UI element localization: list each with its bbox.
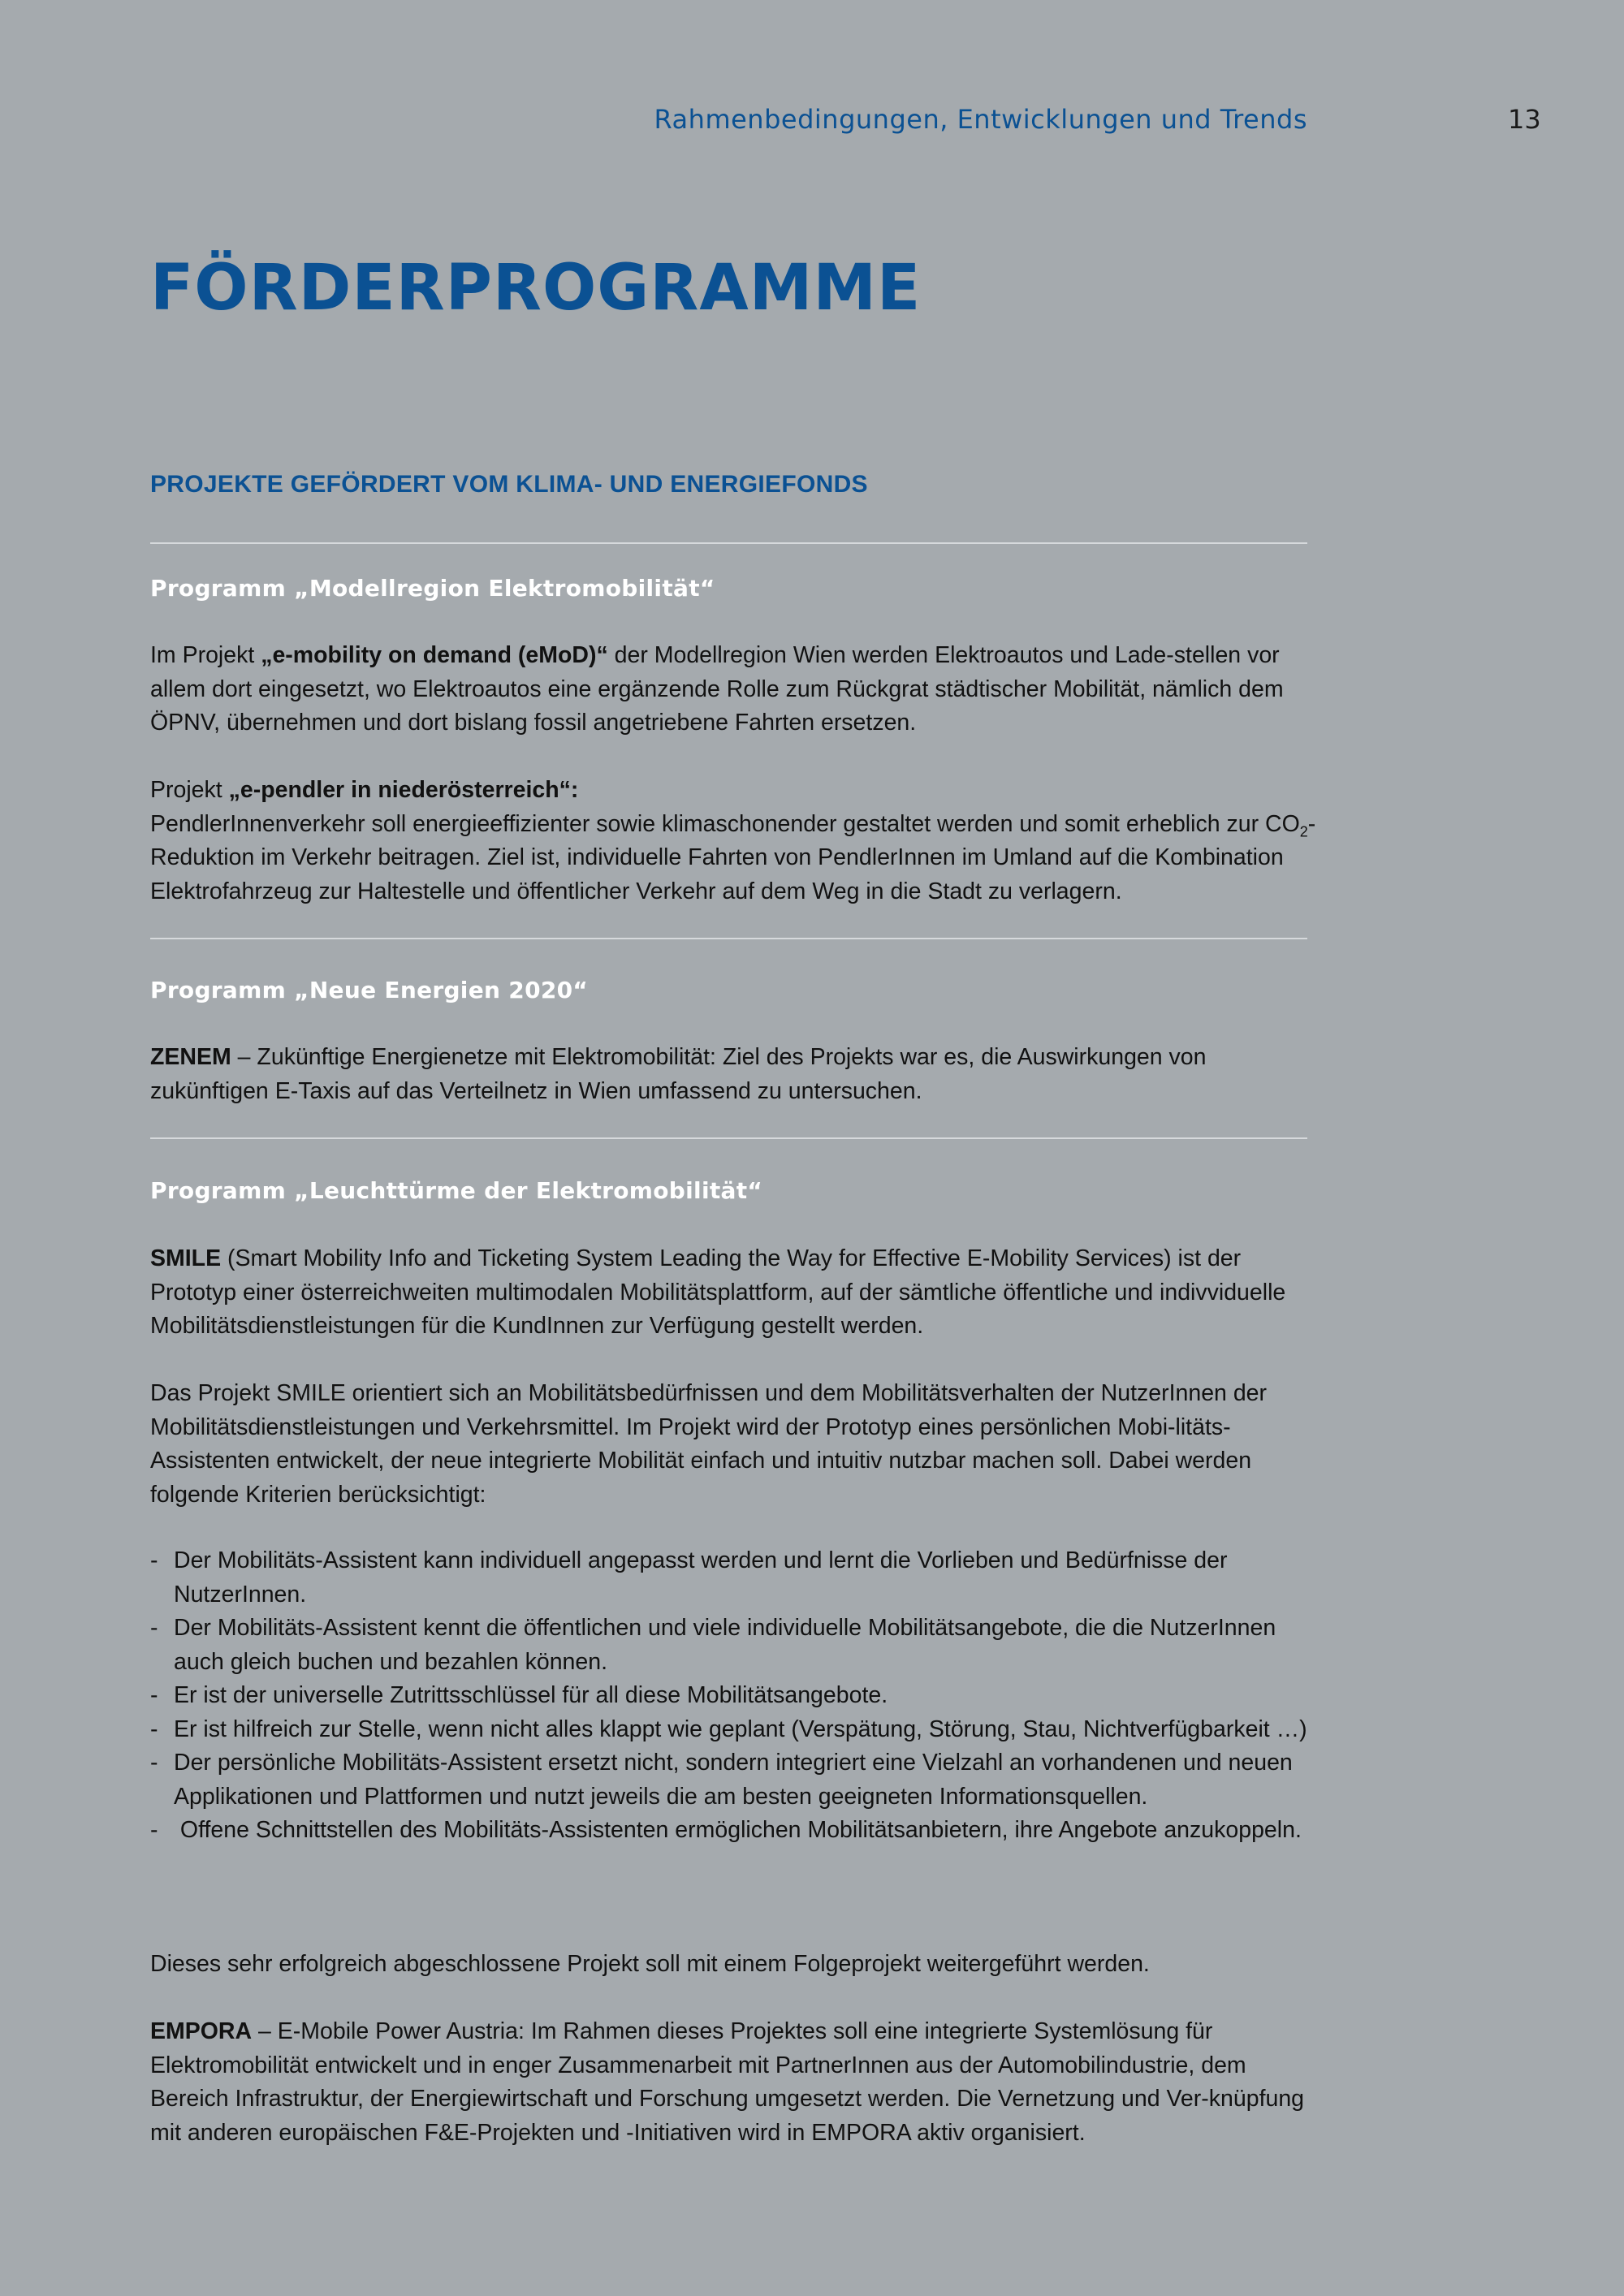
divider (150, 542, 1307, 544)
list-item: - Offene Schnittstellen des Mobilitäts-Assistenten ermöglichen Mobilitätsanbietern, ihre Angebote anzukoppeln. (150, 1814, 1320, 1848)
paragraph-zenem (150, 1041, 1320, 1108)
empora-project-name: EMPORA (150, 2018, 253, 2044)
running-header: Rahmenbedingungen, Entwicklungen und Trends (654, 104, 1307, 135)
smile-intro-text: (Smart Mobility Info and Ticketing System Leading the Way for Effective E-Mobility Services) ist der Prototyp einer österreichweiten multimodalen Mobilitätsplattform, auf der sämtliche öffentliche und indivviduelle Mobilitätsdienstleistungen für die KundInnen zur Verfügung gestellt werden. (150, 1245, 1286, 1339)
paragraph-emod (150, 639, 1320, 740)
paragraph-ependler (150, 774, 1320, 908)
smile-project-name: SMILE (150, 1245, 222, 1271)
page-number: 13 (1508, 104, 1541, 135)
zenem-project-name: ZENEM (150, 1044, 231, 1070)
ependler-prefix: Projekt (150, 777, 229, 803)
emod-project-name: „e-mobility on demand (eMoD)“ (261, 642, 608, 668)
zenem-text: – Zukünftige Energienetze mit Elektromobilität: Ziel des Projekts war es, die Auswirkungen von zukünftigen E-Taxis auf das Verteilnetz in Wien umfassend zu untersuchen. (150, 1044, 1207, 1104)
divider (150, 1137, 1307, 1139)
ependler-project-name: „e-pendler in niederösterreich“: (228, 777, 579, 803)
empora-text: – E-Mobile Power Austria: Im Rahmen dieses Projektes soll eine integrierte Systemlösung für Elektromobilität entwickelt und in enger Zusammenarbeit mit PartnerInnen aus der Automobilindustrie, dem Bereich Infrastruktur, der Energiewirtschaft und Forschung umgesetzt werden. Die Vernetzung und Ver-knüpfung mit anderen europäischen F&E-Projekten und -Initiativen wird in EMPORA aktiv organisiert. (150, 2018, 1305, 2146)
list-item: - Der persönliche Mobilitäts-Assistent ersetzt nicht, sondern integriert eine Vielzahl an vorhandenen und neuen Applikationen und Plattformen und nutzt jeweils die am besten geeigneten Informationsquellen. (150, 1746, 1320, 1814)
paragraph-smile-intro (150, 1242, 1320, 1344)
ependler-text: PendlerInnenverkehr soll energieeffizienter sowie klimaschonender gestaltet werden und somit erheblich zur CO (150, 810, 1300, 837)
section-subtitle: PROJEKTE GEFÖRDERT VOM KLIMA- UND ENERGIEFONDS (150, 471, 868, 498)
paragraph-smile-detail: Das Projekt SMILE orientiert sich an Mobilitätsbedürfnissen und dem Mobilitätsverhalten der NutzerInnen der Mobilitätsdienstleistungen und Verkehrsmittel. Im Projekt wird der Prototyp eines persönlichen Mobi-litäts-Assistenten entwickelt, der neue integrierte Mobilität einfach und intuitiv nutzbar machen soll. Dabei werden folgende Kriterien berücksichtigt: (150, 1380, 1268, 1508)
list-item: - Der Mobilitäts-Assistent kennt die öffentlichen und viele individuelle Mobilitätsangebote, die die NutzerInnen auch gleich buchen und bezahlen können. (150, 1612, 1320, 1679)
emod-prefix: Im Projekt (150, 642, 261, 668)
paragraph-smile-followup: Dieses sehr erfolgreich abgeschlossene Projekt soll mit einem Folgeprojekt weitergeführt werden. (150, 1951, 1150, 1977)
paragraph-empora (150, 2015, 1320, 2150)
co2-subscript: 2 (1299, 823, 1308, 840)
list-item: - Er ist der universelle Zutrittsschlüssel für all diese Mobilitätsangebote. (150, 1679, 1320, 1713)
program-heading-leuchttuerme: Programm „Leuchttürme der Elektromobilität“ (150, 1177, 763, 1204)
list-item: - Er ist hilfreich zur Stelle, wenn nicht alles klappt wie geplant (Verspätung, Störung, Stau, Nichtverfügbarkeit …) (150, 1713, 1320, 1747)
program-heading-modellregion: Programm „Modellregion Elektromobilität“ (150, 575, 715, 602)
ependler-text-continued: -Reduktion im Verkehr beitragen. Ziel ist, individuelle Fahrten von PendlerInnen im Umland auf die Kombination Elektrofahrzeug zur Haltestelle und öffentlicher Verkehr auf dem Weg in die Stadt zu verlagern. (150, 810, 1316, 904)
program-heading-neue-energien: Programm „Neue Energien 2020“ (150, 977, 589, 1003)
list-item: - Der Mobilitäts-Assistent kann individuell angepasst werden und lernt die Vorlieben und Bedürfnisse der NutzerInnen. (150, 1544, 1320, 1612)
criteria-list (150, 1544, 1320, 1848)
divider (150, 938, 1307, 939)
page-title: FÖRDERPROGRAMME (150, 252, 922, 325)
emod-text: der Modellregion Wien werden Elektroautos und Lade-stellen vor allem dort eingesetzt, wo Elektroautos eine ergänzende Rolle zum Rückgrat städtischer Mobilität, nämlich dem ÖPNV, übernehmen und dort bislang fossil angetriebene Fahrten ersetzen. (150, 642, 1284, 736)
